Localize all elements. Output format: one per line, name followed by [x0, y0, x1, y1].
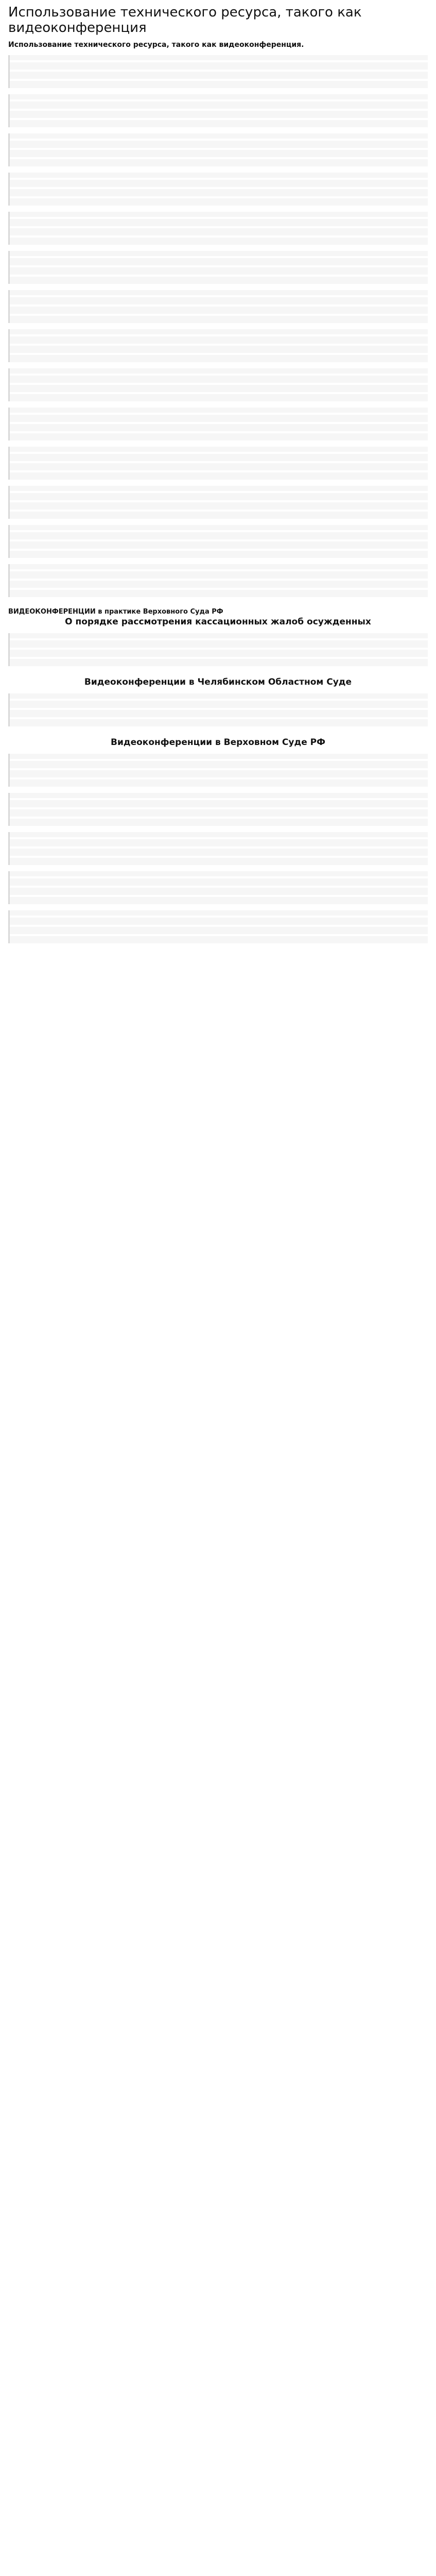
body-paragraph: [8, 525, 428, 558]
body-paragraph: [8, 173, 428, 206]
body-paragraph: [8, 693, 428, 726]
body-paragraph: [8, 447, 428, 480]
body-paragraph: [8, 633, 428, 666]
section-title: Видеоконференции в Челябинском Областном Суде: [84, 677, 352, 688]
document-section: [8, 676, 428, 726]
body-paragraph: [8, 94, 428, 127]
body-paragraph: [8, 910, 428, 943]
body-paragraph: [8, 871, 428, 904]
body-paragraph: [8, 793, 428, 826]
document-subtitle: Использование технического ресурса, такого как видеоконференция.: [8, 40, 304, 49]
body-paragraph: [8, 408, 428, 440]
body-paragraph: [8, 564, 428, 597]
body-paragraph: [8, 486, 428, 519]
document-section: [8, 737, 428, 943]
body-paragraph: [8, 329, 428, 362]
body-paragraph: [8, 290, 428, 323]
body-paragraph: [8, 368, 428, 401]
body-paragraph: [8, 133, 428, 166]
document-sections: [8, 55, 428, 943]
body-paragraph: [8, 212, 428, 245]
document-section: [8, 607, 428, 666]
section-title: О порядке рассмотрения кассационных жалоб осужденных: [65, 617, 371, 628]
section-heading: [8, 607, 428, 628]
body-paragraph: [8, 754, 428, 787]
body-paragraph: [8, 251, 428, 284]
body-paragraph: [8, 55, 428, 88]
document-title: Использование технического ресурса, такого как видеоконференция: [8, 5, 362, 36]
section-title: Видеоконференции в Верховном Суде РФ: [111, 737, 325, 748]
body-paragraph: [8, 832, 428, 865]
section-kicker: ВИДЕОКОНФЕРЕНЦИИ в практике Верховного Суда РФ: [8, 607, 223, 616]
document-section: [8, 55, 428, 597]
